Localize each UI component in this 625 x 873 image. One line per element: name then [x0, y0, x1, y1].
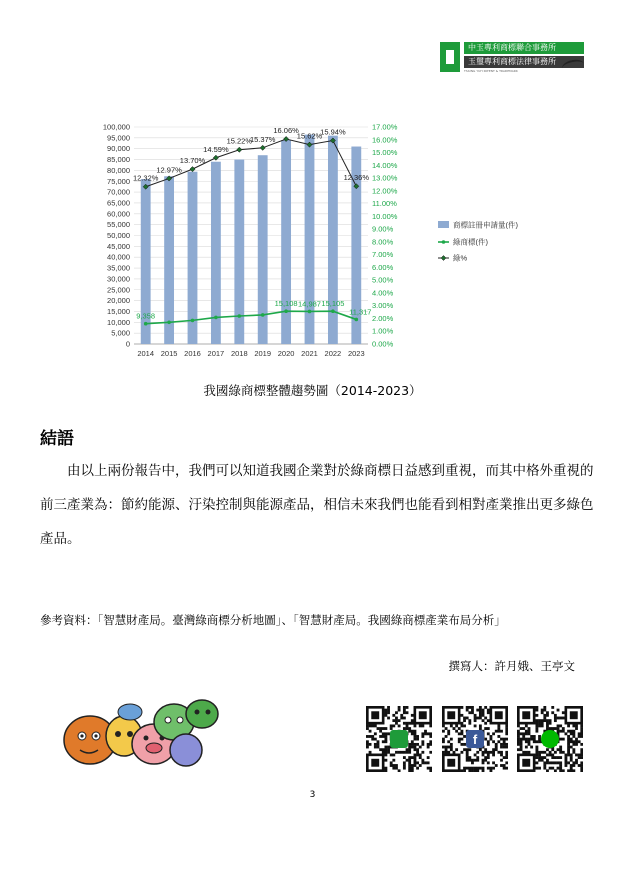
- website-icon: [390, 730, 408, 748]
- line-icon: [541, 730, 559, 748]
- left-tick-label: 35,000: [107, 263, 130, 273]
- logo-line1: 中玉專利商標聯合事務所: [464, 42, 584, 54]
- right-tick-label: 16.00%: [372, 135, 398, 145]
- right-tick-label: 13.00%: [372, 173, 398, 183]
- chart-caption: 我國綠商標整體趨勢圖（2014-2023）: [203, 383, 422, 398]
- paragraph-text: 由以上兩份報告中，我們可以知道我國企業對於綠商標日益感到重視，而其中格外重視的前三產業為：節約能源、汙染控制與能源產品，相信未來我們也能看到相對產業推出更多綠色產品。: [40, 463, 594, 547]
- left-tick-label: 70,000: [107, 187, 130, 197]
- left-tick-label: 0: [125, 339, 130, 349]
- x-tick-label: 2016: [184, 349, 201, 358]
- green-count-point: [167, 321, 171, 325]
- left-tick-label: 95,000: [107, 133, 130, 143]
- page-number: 3: [309, 790, 316, 800]
- x-tick-label: 2014: [137, 349, 155, 358]
- green-count-point: [144, 322, 148, 326]
- left-tick-label: 75,000: [107, 176, 130, 186]
- green-percent-label: 12.36%: [343, 173, 370, 183]
- right-tick-label: 15.00%: [372, 148, 398, 158]
- right-tick-label: 10.00%: [372, 211, 398, 221]
- green-percent-label: 13.70%: [179, 156, 206, 166]
- legend-count-label: 綠商標(件): [453, 237, 488, 247]
- green-percent-label: 15.94%: [320, 127, 346, 137]
- mascot-illustration: [62, 692, 222, 774]
- x-tick-label: 2017: [207, 349, 225, 358]
- left-tick-label: 25,000: [107, 285, 130, 295]
- right-tick-label: 0.00%: [372, 339, 394, 349]
- bar: [281, 140, 291, 344]
- logo-mark-icon: [440, 42, 460, 72]
- green-count-label: 9,358: [136, 311, 156, 321]
- left-tick-label: 65,000: [107, 198, 130, 208]
- left-tick-label: 55,000: [107, 220, 130, 230]
- references: 參考資料：「智慧財產局。臺灣綠商標分析地圖」、「智慧財產局。我國綠商標產業布局分析」: [40, 613, 506, 627]
- x-tick-label: 2020: [277, 349, 295, 358]
- right-tick-label: 5.00%: [372, 275, 394, 285]
- bar: [188, 172, 198, 344]
- green-count-point: [261, 313, 265, 317]
- right-tick-label: 3.00%: [372, 301, 394, 311]
- qr-code-website[interactable]: [366, 706, 432, 772]
- green-percent-label: 15.22%: [226, 136, 253, 146]
- left-tick-label: 100,000: [102, 122, 130, 132]
- section-heading: 結語: [40, 429, 74, 449]
- left-tick-label: 50,000: [107, 231, 130, 240]
- right-tick-label: 12.00%: [372, 186, 398, 196]
- left-tick-label: 85,000: [107, 155, 130, 165]
- x-tick-label: 2015: [160, 349, 178, 358]
- x-tick-label: 2021: [301, 349, 318, 358]
- qr-code-line[interactable]: [517, 706, 583, 772]
- green-count-point: [238, 314, 242, 318]
- conclusion-paragraph: [40, 454, 596, 556]
- green-percent-label: 16.06%: [273, 125, 299, 135]
- legend-bar-swatch: [438, 221, 449, 228]
- company-logo: [440, 42, 586, 74]
- green-count-point: [214, 316, 218, 320]
- right-tick-label: 9.00%: [372, 224, 394, 234]
- green-percent-label: 15.62%: [296, 131, 323, 141]
- logo-line2: 玉璽專利商標法律事務所: [464, 56, 584, 68]
- right-tick-label: 6.00%: [372, 262, 394, 272]
- green-trademark-trend-chart: [90, 112, 560, 370]
- right-tick-label: 4.00%: [372, 288, 394, 298]
- right-tick-label: 7.00%: [372, 250, 394, 260]
- left-tick-label: 60,000: [107, 209, 130, 219]
- logo-subtitle: TSIUNG YUH PATENT & TRADEMARK: [464, 69, 518, 73]
- x-tick-label: 2022: [324, 349, 342, 358]
- right-tick-label: 17.00%: [372, 122, 398, 132]
- green-percent-point: [237, 147, 242, 152]
- green-count-point: [308, 310, 312, 314]
- bar: [164, 176, 174, 344]
- legend-count-marker: [442, 240, 446, 244]
- legend-percent-marker: [441, 256, 446, 261]
- green-count-line: [146, 311, 357, 323]
- qr-code-facebook[interactable]: [442, 706, 508, 772]
- green-count-point: [331, 309, 335, 313]
- green-count-point: [191, 319, 195, 323]
- legend-bar-label: 商標註冊申請量(件): [453, 220, 518, 230]
- green-count-label: 14,987: [298, 299, 321, 309]
- x-tick-label: 2019: [254, 349, 272, 358]
- green-percent-label: 15.37%: [249, 134, 276, 144]
- x-tick-label: 2023: [347, 349, 365, 358]
- facebook-icon: f: [466, 730, 484, 748]
- green-percent-point: [190, 167, 195, 172]
- green-count-label: 15,108: [274, 299, 298, 309]
- green-percent-label: 12.97%: [156, 165, 182, 175]
- green-percent-label: 14.59%: [203, 144, 229, 154]
- right-tick-label: 14.00%: [372, 160, 398, 170]
- green-count-label: 11,317: [349, 307, 372, 317]
- right-tick-label: 1.00%: [372, 326, 394, 336]
- green-count-label: 15,105: [321, 299, 345, 309]
- left-tick-label: 45,000: [107, 241, 130, 251]
- authors: 撰寫人：許月娥、王亭文: [448, 659, 575, 673]
- left-tick-label: 10,000: [107, 317, 130, 327]
- left-tick-label: 80,000: [107, 165, 130, 175]
- right-tick-label: 8.00%: [372, 237, 394, 247]
- left-tick-label: 20,000: [107, 296, 130, 306]
- left-tick-label: 90,000: [107, 144, 130, 154]
- x-tick-label: 2018: [230, 349, 248, 358]
- legend-percent-label: 綠%: [453, 253, 468, 263]
- green-count-point: [355, 318, 359, 322]
- green-percent-label: 12.32%: [132, 173, 159, 183]
- right-tick-label: 11.00%: [372, 199, 397, 209]
- left-tick-label: 15,000: [107, 306, 130, 316]
- left-tick-label: 30,000: [107, 274, 130, 284]
- right-tick-label: 2.00%: [372, 313, 394, 323]
- green-percent-point: [260, 145, 265, 150]
- green-count-point: [284, 309, 288, 313]
- left-tick-label: 5,000: [111, 328, 130, 338]
- left-tick-label: 40,000: [107, 252, 130, 262]
